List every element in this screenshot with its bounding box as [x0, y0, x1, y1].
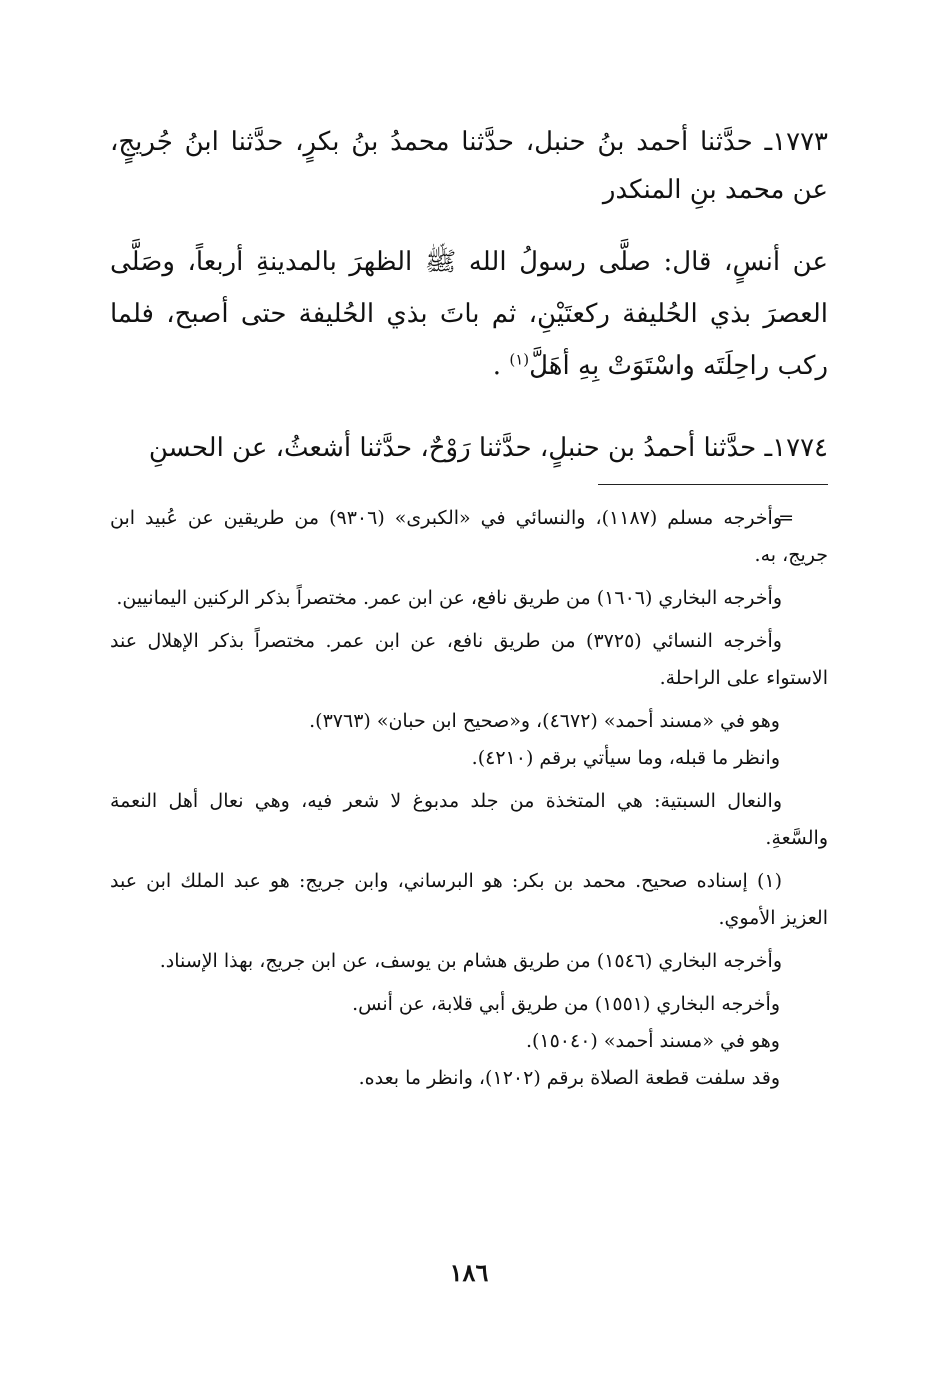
page-number: ١٨٦ — [449, 1258, 489, 1287]
footnote-text: وأخرجه النسائي (٣٧٢٥) من طريق نافع، عن ابن عمر. مختصراً بذكر الإهلال عند الاستواء على الراحلة. — [110, 630, 828, 689]
hadith-1773-matn — [110, 236, 828, 392]
hadith-1773-isnad — [110, 118, 828, 214]
footnote-text: وأخرجه البخاري (١٦٠٦) من طريق نافع، عن ابن عمر. مختصراً بذكر الركنين اليمانيين. — [116, 587, 782, 609]
footnote-paragraph — [110, 943, 828, 980]
hadith-1773-isnad-text: ١٧٧٣ـ حدَّثنا أحمد بنُ حنبل، حدَّثنا محمدُ بنُ بكرٍ، حدَّثنا ابنُ جُريجٍ، عن محمد بنِ المنكدر — [110, 127, 828, 205]
footnote-paragraph — [110, 986, 828, 1023]
footnote-paragraph — [110, 703, 828, 740]
footnote-text: وأخرجه البخاري (١٥٥١) من طريق أبي قلابة، عن أنس. — [352, 993, 780, 1015]
footnote-text: وأخرجه البخاري (١٥٤٦) من طريق هشام بن يوسف، عن ابن جريج، بهذا الإسناد. — [159, 950, 782, 972]
footnote-separator — [598, 484, 828, 485]
footnote-reference: (١) — [509, 350, 530, 369]
continuation-symbol: = — [778, 507, 794, 529]
footnote-paragraph — [110, 500, 828, 574]
footnote-text: (١) إسناده صحيح. محمد بن بكر: هو البرساني، وابن جريج: هو عبد الملك ابن عبد العزيز الأموي. — [110, 870, 828, 929]
footnote-paragraph — [110, 1023, 828, 1060]
footnotes — [110, 500, 828, 1097]
hadith-1773-matn-text: عن أنسٍ، قال: صلَّى رسولُ الله ﷺ الظهرَ بالمدينةِ أربعاً، وصَلَّى العصرَ بذي الحُليفة ركعتَيْنِ، ثم باتَ بذي الحُليفة حتى أصبح، فلما ركب راحِلَتَه واسْتَوَتْ بِهِ أهَلَّ — [110, 247, 828, 381]
hadith-1774-isnad — [110, 424, 828, 472]
footnote-paragraph — [110, 740, 828, 777]
footnote-paragraph — [110, 623, 828, 697]
footnote-text: وقد سلفت قطعة الصلاة برقم (١٢٠٢)، وانظر ما بعده. — [358, 1067, 780, 1089]
footnote-1 — [110, 863, 828, 937]
footnote-text: وهو في «مسند أحمد» (١٥٠٤٠). — [525, 1030, 780, 1052]
hadith-1773-end: . — [492, 351, 510, 381]
footnote-text: وهو في «مسند أحمد» (٤٦٧٢)، و«صحيح ابن حبان» (٣٧٦٣). — [309, 710, 780, 732]
hadith-1774-isnad-text: ١٧٧٤ـ حدَّثنا أحمدُ بن حنبلٍ، حدَّثنا رَوْحٌ، حدَّثنا أشعثُ، عن الحسنِ — [148, 433, 828, 463]
footnote-paragraph — [110, 580, 828, 617]
footnote-text: وأخرجه مسلم (١١٨٧)، والنسائي في «الكبرى» (٩٣٠٦) من طريقين عن عُبيد ابن جريج، به. — [110, 507, 828, 566]
footnote-text: والنعال السبتية: هي المتخذة من جلد مدبوغ لا شعر فيه، وهي نعال أهل النعمة والسَّعةِ. — [110, 790, 828, 849]
footnote-paragraph — [110, 783, 828, 857]
footnote-paragraph — [110, 1060, 828, 1097]
footnote-text: وانظر ما قبله، وما سيأتي برقم (٤٢١٠). — [471, 747, 780, 769]
